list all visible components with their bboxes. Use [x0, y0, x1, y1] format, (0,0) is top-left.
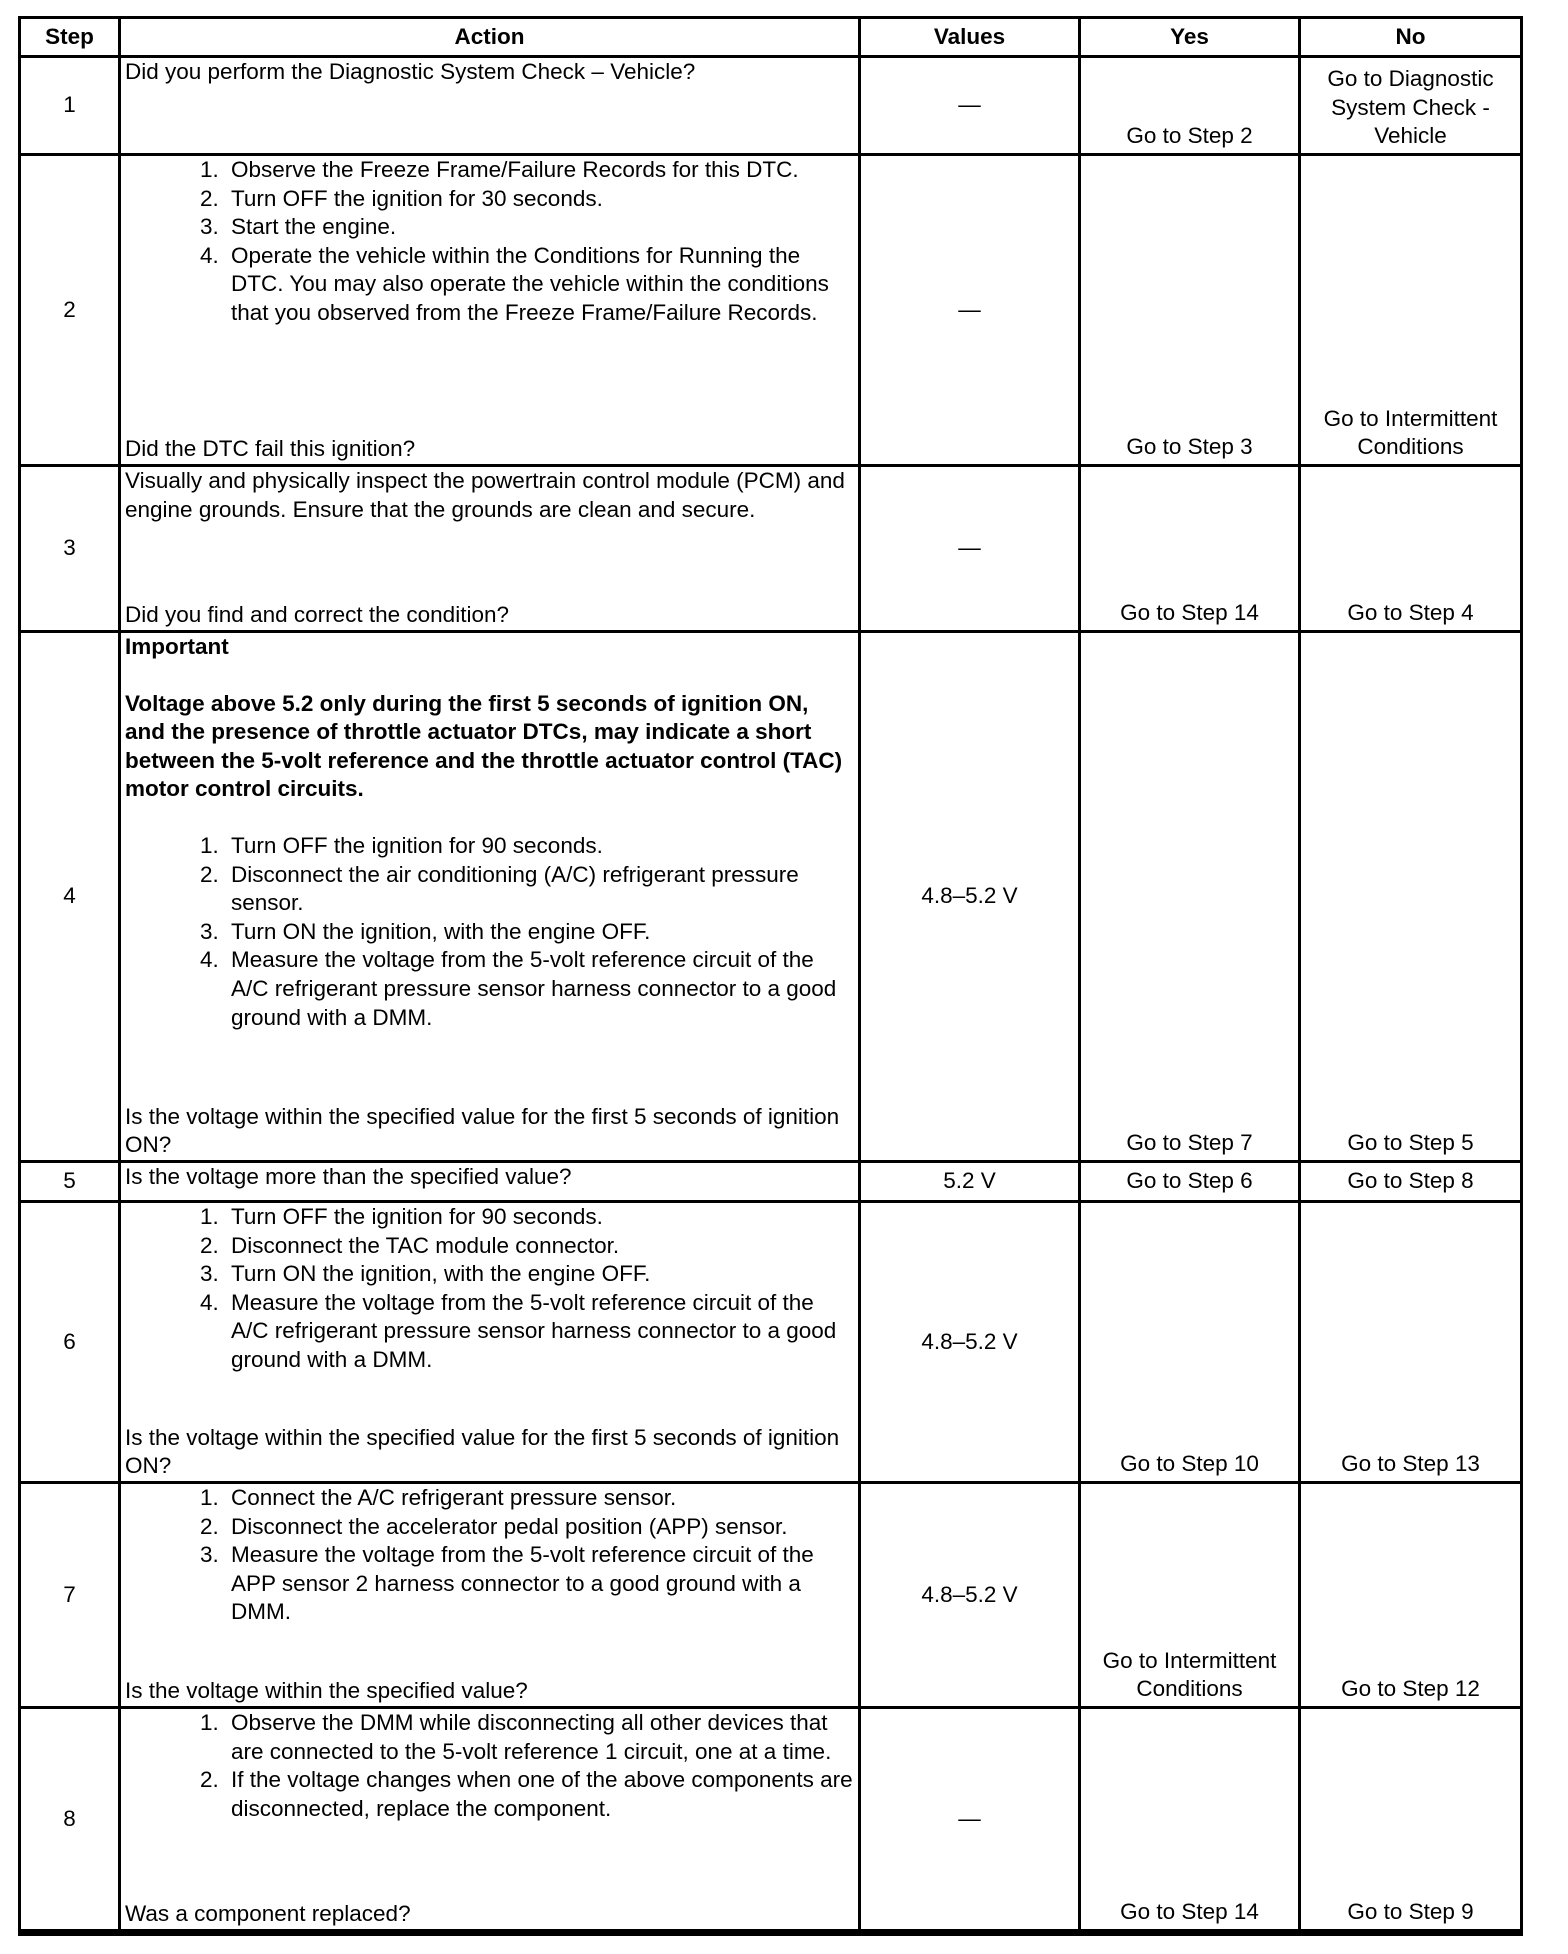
values-cell: —	[860, 466, 1080, 632]
table-row	[20, 632, 1522, 1162]
procedure-list	[125, 1484, 854, 1627]
header-yes: Yes	[1080, 18, 1300, 57]
action-intro: Did you perform the Diagnostic System Check – Vehicle?	[125, 59, 696, 84]
values-cell: —	[860, 1708, 1080, 1933]
procedure-step: 1. Turn OFF the ignition for 90 seconds.	[225, 1203, 854, 1232]
action-cell	[120, 57, 860, 155]
action-question: Was a component replaced?	[125, 1901, 411, 1927]
header-action: Action	[120, 18, 860, 57]
header-step: Step	[20, 18, 120, 57]
step-number: 5	[20, 1162, 120, 1202]
yes-cell: Go to Step 6	[1080, 1162, 1300, 1202]
action-content	[125, 633, 854, 1160]
table-row	[20, 466, 1522, 632]
action-content	[125, 156, 854, 464]
no-cell: Go to Step 12	[1300, 1483, 1522, 1708]
action-question: Is the voltage within the specified value for the first 5 seconds of ignition ON?	[125, 1103, 840, 1158]
important-label: Important	[125, 634, 229, 659]
action-top	[125, 1484, 854, 1627]
action-top	[125, 1203, 854, 1375]
no-cell: Go to Step 13	[1300, 1202, 1522, 1483]
values-cell: 5.2 V	[860, 1162, 1080, 1202]
action-top	[125, 467, 854, 524]
important-text: Voltage above 5.2 only during the first 5 seconds of ignition ON, and the presence of throttle actuator DTCs, may indicate a short between the 5-volt reference and the throttle actuator control (TAC) motor control circuits.	[125, 690, 843, 802]
step-number: 6	[20, 1202, 120, 1483]
action-top	[125, 633, 854, 1032]
yes-cell: Go to Step 10	[1080, 1202, 1300, 1483]
action-cell	[120, 155, 860, 466]
step-number: 7	[20, 1483, 120, 1708]
procedure-step: 2. Turn OFF the ignition for 30 seconds.	[225, 185, 854, 214]
procedure-step: 2. Disconnect the TAC module connector.	[225, 1232, 854, 1261]
no-cell: Go to Diagnostic System Check - Vehicle	[1300, 57, 1522, 155]
procedure-step: 4. Measure the voltage from the 5-volt reference circuit of the A/C refrigerant pressure sensor harness connector to a good ground with a DMM.	[225, 1289, 854, 1375]
action-content	[125, 58, 854, 153]
header-row	[20, 18, 1522, 57]
step-number: 2	[20, 155, 120, 466]
procedure-step: 1. Observe the DMM while disconnecting all other devices that are connected to the 5-volt reference 1 circuit, one at a time.	[225, 1709, 854, 1766]
action-top	[125, 156, 854, 328]
table-row	[20, 1483, 1522, 1708]
procedure-step: 2. If the voltage changes when one of the above components are disconnected, replace the component.	[225, 1766, 854, 1823]
action-question: Is the voltage within the specified value for the first 5 seconds of ignition ON?	[125, 1424, 840, 1479]
table-row	[20, 1708, 1522, 1933]
procedure-step: 1. Connect the A/C refrigerant pressure sensor.	[225, 1484, 854, 1513]
table-row	[20, 1162, 1522, 1202]
action-intro: Visually and physically inspect the powertrain control module (PCM) and engine grounds. Ensure that the grounds are clean and secure.	[125, 468, 845, 522]
action-question: Is the voltage more than the specified value?	[125, 1164, 572, 1189]
values-cell: 4.8–5.2 V	[860, 1202, 1080, 1483]
values-cell: —	[860, 155, 1080, 466]
procedure-list	[125, 1709, 854, 1823]
no-cell: Go to Step 9	[1300, 1708, 1522, 1933]
action-content	[125, 1709, 854, 1929]
action-question: Is the voltage within the specified value?	[125, 1678, 528, 1704]
action-cell	[120, 1708, 860, 1933]
yes-cell: Go to Intermittent Conditions	[1080, 1483, 1300, 1708]
action-content	[125, 1203, 854, 1481]
action-question: Did the DTC fail this ignition?	[125, 436, 416, 462]
procedure-step: 2. Disconnect the accelerator pedal position (APP) sensor.	[225, 1513, 854, 1542]
action-content	[125, 1484, 854, 1706]
values-cell: 4.8–5.2 V	[860, 632, 1080, 1162]
yes-cell: Go to Step 14	[1080, 1708, 1300, 1933]
yes-cell: Go to Step 3	[1080, 155, 1300, 466]
yes-cell: Go to Step 2	[1080, 57, 1300, 155]
action-cell	[120, 632, 860, 1162]
step-number: 1	[20, 57, 120, 155]
action-content	[125, 1163, 854, 1200]
action-question: Did you find and correct the condition?	[125, 602, 509, 628]
procedure-step: 3. Turn ON the ignition, with the engine OFF.	[225, 1260, 854, 1289]
procedure-list	[125, 1203, 854, 1375]
step-number: 3	[20, 466, 120, 632]
procedure-step: 2. Disconnect the air conditioning (A/C) refrigerant pressure sensor.	[225, 861, 854, 918]
yes-cell: Go to Step 7	[1080, 632, 1300, 1162]
table-row	[20, 155, 1522, 466]
table-row	[20, 1202, 1522, 1483]
procedure-step: 4. Operate the vehicle within the Conditions for Running the DTC. You may also operate the vehicle within the conditions that you observed from the Freeze Frame/Failure Records.	[225, 242, 854, 328]
procedure-step: 1. Turn OFF the ignition for 90 seconds.	[225, 832, 854, 861]
action-content	[125, 467, 854, 630]
header-values: Values	[860, 18, 1080, 57]
step-number: 4	[20, 632, 120, 1162]
header-no: No	[1300, 18, 1522, 57]
spacer	[125, 804, 854, 832]
action-cell	[120, 1202, 860, 1483]
procedure-step: 3. Start the engine.	[225, 213, 854, 242]
procedure-step: 4. Measure the voltage from the 5-volt reference circuit of the A/C refrigerant pressure sensor harness connector to a good ground with a DMM.	[225, 946, 854, 1032]
no-cell: Go to Step 5	[1300, 632, 1522, 1162]
action-cell	[120, 466, 860, 632]
step-number: 8	[20, 1708, 120, 1933]
procedure-step: 3. Turn ON the ignition, with the engine OFF.	[225, 918, 854, 947]
action-top	[125, 1709, 854, 1823]
table-row	[20, 57, 1522, 155]
action-top	[125, 58, 854, 87]
procedure-step: 1. Observe the Freeze Frame/Failure Records for this DTC.	[225, 156, 854, 185]
action-cell	[120, 1162, 860, 1202]
diagnostic-table	[18, 16, 1523, 1936]
action-cell	[120, 1483, 860, 1708]
values-cell: 4.8–5.2 V	[860, 1483, 1080, 1708]
procedure-list	[125, 156, 854, 328]
yes-cell: Go to Step 14	[1080, 466, 1300, 632]
no-cell: Go to Step 8	[1300, 1162, 1522, 1202]
procedure-list	[125, 832, 854, 1032]
values-cell: —	[860, 57, 1080, 155]
no-cell: Go to Step 4	[1300, 466, 1522, 632]
procedure-step: 3. Measure the voltage from the 5-volt reference circuit of the APP sensor 2 harness connector to a good ground with a DMM.	[225, 1541, 854, 1627]
no-cell: Go to Intermittent Conditions	[1300, 155, 1522, 466]
